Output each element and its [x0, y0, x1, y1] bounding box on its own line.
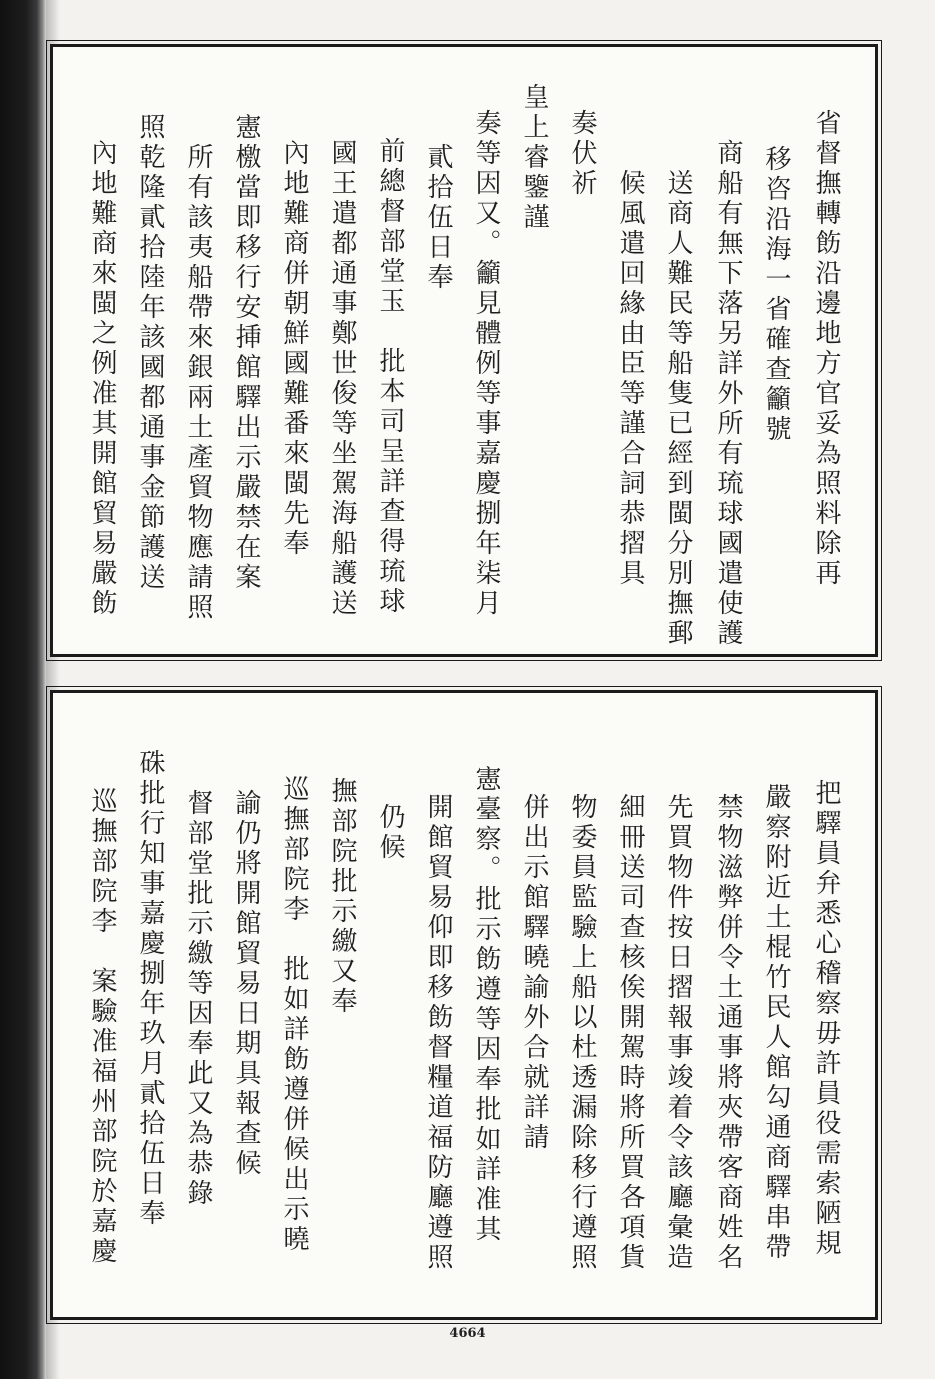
text-column: 巡撫部院李 案驗准福州部院於嘉慶 [87, 787, 117, 1267]
text-column: 併出示館驛曉諭外合就詳請 [519, 793, 549, 1153]
text-column: 國王遣都通事鄭世俊等坐駕海船護送 [327, 139, 357, 619]
text-column: 撫部院批示繳又奉 [327, 777, 357, 1017]
text-column: 前總督部堂玉 批本司呈詳查得琉球 [375, 137, 405, 617]
text-column: 硃批行知事嘉慶捌年玖月貳拾伍日奉 [135, 749, 165, 1229]
text-column: 憲檄當即移行安挿館驛出示嚴禁在案 [231, 113, 261, 593]
text-column: 把驛員弁悉心稽察毋許員役需索陋規 [811, 779, 841, 1259]
text-column: 仍候 [375, 803, 405, 863]
text-column: 物委員監驗上船以杜透漏除移行遵照 [567, 793, 597, 1273]
text-column: 候風遣回緣由臣等謹合詞恭摺具 [615, 169, 645, 589]
text-column: 移咨沿海一省確查籲號 [761, 145, 791, 445]
manuscript-panel-top [50, 44, 878, 657]
text-column: 省督撫轉飭沿邊地方官妥為照料除再 [811, 109, 841, 589]
text-column: 憲臺察。批示飭遵等因奉批如詳准其 [471, 765, 501, 1245]
text-column: 先買物件按日摺報事竣着令該廳彙造 [663, 793, 693, 1273]
text-column: 所有該夷船帶來銀兩土產貿物應請照 [183, 143, 213, 623]
text-column: 奏等因又。籲見體例等事嘉慶捌年柒月 [471, 109, 501, 619]
text-column: 巡撫部院李 批如詳飭遵併候出示曉 [279, 775, 309, 1255]
binding-gutter [0, 0, 46, 1379]
text-column: 貳拾伍日奉 [423, 143, 453, 293]
text-column: 督部堂批示繳等因奉此又為恭錄 [183, 789, 213, 1209]
text-column: 照乾隆貳拾陸年該國都通事金節護送 [135, 113, 165, 593]
manuscript-panel-bottom [50, 690, 878, 1320]
text-column: 皇上睿鑒謹 [519, 83, 549, 233]
text-column: 禁物滋弊併令土通事將夾帶客商姓名 [713, 793, 743, 1273]
text-column: 內地難商併朝鮮國難番來閩先奉 [279, 139, 309, 559]
text-column: 諭仍將開館貿易日期具報查候 [231, 789, 261, 1179]
text-column: 嚴察附近土棍竹民人館勾通商驛串帶 [761, 783, 791, 1263]
text-column: 開館貿易仰即移飭督糧道福防廳遵照 [423, 793, 453, 1273]
text-column: 奏伏祈 [567, 109, 597, 199]
text-column: 內地難商來閩之例准其開館貿易嚴飭 [87, 139, 117, 619]
page-number: 4664 [449, 1326, 486, 1341]
text-column: 送商人難民等船隻已經到閩分別撫郵 [663, 169, 693, 649]
text-column: 細冊送司查核俟開駕時將所買各項貨 [615, 793, 645, 1273]
text-column: 商船有無下落另詳外所有琉球國遣使護 [713, 139, 743, 649]
